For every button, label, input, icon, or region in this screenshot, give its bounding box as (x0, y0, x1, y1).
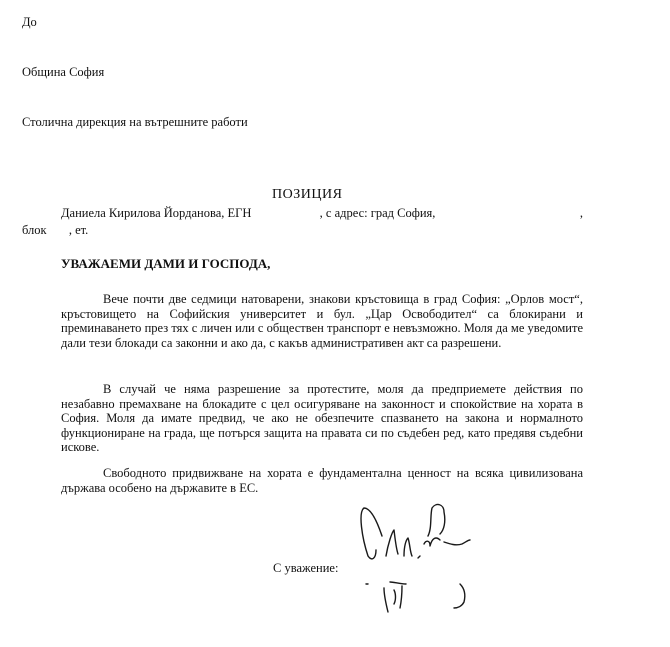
addressee-municipality: Община София (22, 65, 105, 79)
paragraph-1: Вече почти две седмици натоварени, знакови кръстовища в град София: „Орлов мост“, кръстовището на Софийския университет и бул. „Цар Освободител“ са блокирани и преминаването през тях с личен или с обществен транспорт е невъзможно. Моля да ме уведомите дали тези блокади са законни и ако да, с какъв административен акт са разрешени. (61, 292, 583, 350)
addressee-to: До (22, 15, 37, 29)
paragraph-2: В случай че няма разрешение за протестите, моля да предприемете действия по незабавно премахване на блокадите с цел осигуряване на законност и спокойствие на хората в София. Моля да имате предвид, че ако не обезпечите спазването на закона и нормалното функциониране на града, ще потърся защита на правата си по съдебен ред, като предявя съдебни искове. (61, 382, 583, 454)
author-name-egn: Даниела Кирилова Йорданова, ЕГН (61, 206, 252, 220)
redacted-address (439, 207, 519, 217)
redacted-block (50, 224, 66, 234)
paragraph-3: Свободното придвижване на хората е фундаментална ценност на всяка цивилизована държава особено на държавите в ЕС. (61, 466, 583, 495)
floor-label: , ет. (68, 223, 89, 237)
document-title: ПОЗИЦИЯ (272, 187, 343, 202)
closing-regards: С уважение: (273, 561, 339, 575)
salutation: УВАЖАЕМИ ДАМИ И ГОСПОДА, (61, 256, 271, 271)
addressee-interior-directorate: Столична дирекция на вътрешните работи (22, 115, 248, 129)
address-label: , с адрес: град София, (319, 206, 436, 220)
block-line (22, 223, 88, 238)
redacted-egn (255, 207, 317, 217)
handwritten-signature (360, 498, 490, 623)
address-end: , (579, 206, 583, 220)
block-label: блок (22, 223, 47, 237)
author-line (61, 206, 583, 221)
